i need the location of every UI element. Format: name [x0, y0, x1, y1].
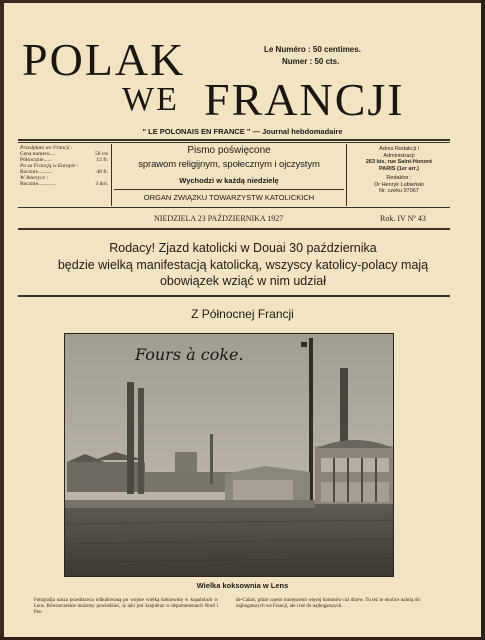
masthead-title-we: WE: [122, 81, 179, 118]
subscription-label: Półrocznie......: [20, 157, 52, 163]
headline-rule: [18, 295, 450, 297]
masthead-title-francji: FRANCJI: [204, 74, 405, 125]
page-edge-right: [481, 0, 485, 640]
address-label-2: Administracji: [383, 152, 415, 159]
editor-name: Dr Henryk Lubieński: [374, 181, 424, 188]
subscription-value: 3 dol.: [95, 181, 108, 187]
price-per-number: Le Numéro : 50 centimes.: [264, 45, 361, 54]
subscription-value: 50 cts: [95, 151, 108, 157]
address-label: Adres Redakcji i: [379, 146, 419, 152]
editor-label: Redaktor :: [386, 175, 412, 181]
photo-inscription: Fours à coke.: [135, 345, 244, 364]
dateline-rule: [18, 228, 450, 230]
subscription-value: 48 fr.: [96, 169, 108, 175]
masthead-rule-top-thin: [18, 142, 450, 143]
subscription-europe-heading: Po za Francją w Europie :: [20, 163, 79, 169]
issue-date: NIEDZIELA 23 PAŹDZIERNIKA 1927: [154, 214, 284, 223]
masthead-rule-top: [18, 139, 450, 141]
main-headline: [18, 240, 468, 290]
editorial-box: [346, 146, 452, 195]
coke-works-photo: [64, 333, 394, 577]
price-per-issue: Numer : 50 cts.: [282, 57, 340, 66]
cheque-number: Nr. czeku 97067: [379, 188, 419, 194]
subscription-america-heading: W Ameryce :: [20, 175, 49, 181]
photo-caption: Wielka koksownia w Lens: [196, 581, 289, 590]
body-column-2: de-Calais, gdzie często mniejszemi więcej kominów niż drzew. Tu też te okolice należą do najbogatszych we Francji, ale i też do najbogatszych.: [236, 598, 420, 609]
subscription-label: Rocznie.............: [20, 181, 56, 187]
photo-illustration: [65, 334, 393, 576]
publication-frequency: Wychodzi w każdą niedzielę: [179, 176, 279, 185]
headline-line-2: będzie wielką manifestacją katolicką, wszyscy katolicy-polacy mają: [57, 257, 429, 272]
subscription-label: Rocznie..........: [20, 169, 52, 175]
purpose-line-2: sprawom religijnym, społecznym i ojczystym: [138, 159, 320, 170]
subscription-row: [20, 181, 108, 187]
center-rule: [114, 189, 344, 190]
organ-statement: ORGAN ZWIĄZKU TOWARZYSTW KATOLICKICH: [143, 193, 315, 202]
newspaper-page: [4, 3, 481, 637]
subscription-label: Cena numeru....: [20, 151, 55, 157]
subscription-box: [20, 145, 108, 187]
headline-line-3: obowiązek wziąć w nim udział: [159, 274, 327, 288]
subscription-value: 12 fr.: [96, 157, 108, 163]
purpose-line-1: Pismo poświęcone: [187, 145, 271, 156]
issue-number: Rok. IV Nº 43: [380, 214, 426, 223]
headline-line-1: Rodacy! Zjazd katolicki w Douai 30 października: [109, 241, 377, 255]
address-city: PARIS (1er arr.): [379, 165, 419, 172]
body-column-1: Fotografja nasza przedstawia odbudowaną po wojnie wielką koksownię w kopalniach w Lens. Równocześnie możemy powiedzieć, iż taki jest krajobraz w departamentach Nord i Pas-: [34, 598, 218, 615]
address-street: 263 bis, rue Saint-Honoré: [365, 159, 433, 165]
section-title: Z Północnej Francji: [191, 307, 294, 321]
masthead-rule-bottom: [18, 207, 450, 208]
masthead-title-polak: POLAK: [22, 34, 186, 85]
masthead-tagline: " LE POLONAIS EN FRANCE " — Journal hebdomadaire: [142, 127, 343, 136]
subscription-france-heading: Przedpłata we Francji :: [20, 145, 73, 151]
